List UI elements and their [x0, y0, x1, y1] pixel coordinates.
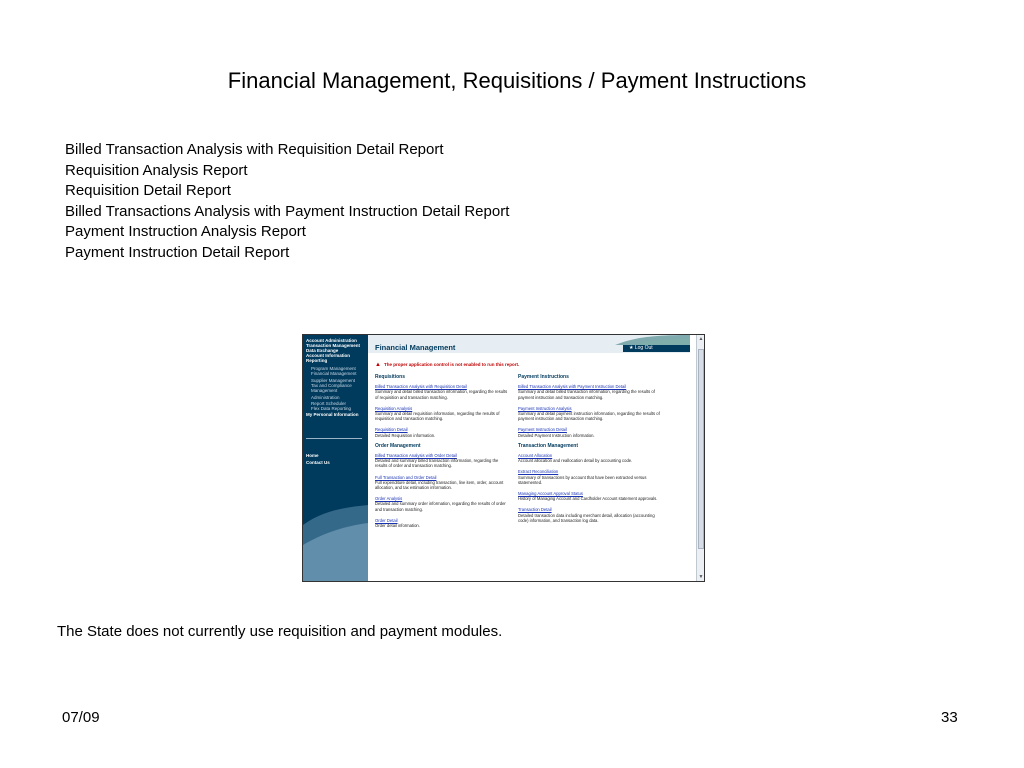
nav-report-scheduler[interactable]: Report Scheduler	[311, 401, 347, 406]
report-description: Account allocation and reallocation detail by accounting code.	[518, 458, 633, 464]
report-item: Payment Instruction Detail Report	[65, 243, 290, 261]
nav-flex-data-reporting[interactable]: Flex Data Reporting	[311, 406, 352, 411]
report-description: Order detail information.	[375, 523, 420, 529]
nav-contact-us[interactable]: Contact Us	[306, 460, 330, 465]
report-description: Summary and detail billed transaction information, regarding the results of payment instruction and transaction matching.	[518, 389, 655, 400]
nav-account-administration[interactable]: Account Administration	[306, 338, 357, 343]
list-item	[375, 427, 510, 437]
sidebar-swoosh-decoration	[303, 505, 368, 581]
report-description: Summary and detail requisition information, regarding the results of requisition and transaction matching.	[375, 411, 500, 422]
scroll-down-icon[interactable]: ▼	[698, 574, 704, 580]
report-link[interactable]: Payment Instruction Detail	[518, 427, 567, 433]
list-item	[518, 453, 660, 463]
report-description: Detailed and summary order information, regarding the results of order and transaction matching.	[375, 501, 506, 512]
report-item: Requisition Analysis Report	[65, 161, 248, 179]
report-link[interactable]: Managing Account Approval Status	[518, 491, 583, 497]
report-description: Summary and detail payment instruction information, regarding the results of payment instruction and transaction matching.	[518, 411, 660, 422]
scroll-thumb[interactable]	[698, 349, 704, 549]
report-link[interactable]: Requisition Detail	[375, 427, 408, 433]
warning-message	[375, 362, 519, 368]
list-item	[518, 406, 660, 422]
report-description: Summary of transactions by account that have been extracted versus statemented.	[518, 474, 647, 485]
report-link[interactable]: Order Analysis	[375, 496, 403, 502]
warning-icon: ▲	[375, 362, 381, 368]
nav-data-exchange[interactable]: Data Exchange	[306, 348, 339, 353]
report-item: Requisition Detail Report	[65, 182, 231, 199]
footer-date: 07/09	[62, 709, 100, 726]
report-link[interactable]: Full Transaction and Order Detail	[375, 474, 437, 480]
list-item	[518, 427, 660, 437]
report-description: Detailed Requisition information.	[375, 432, 436, 438]
nav-program-management[interactable]: Program Management	[311, 366, 356, 371]
report-description: Summary and detail billed transaction information, regarding the results of requisition and transaction matching.	[375, 389, 508, 400]
star-icon: ★	[629, 345, 634, 351]
nav-tax-compliance-management[interactable]: Tax and Compliance Management	[311, 383, 352, 393]
nav-administration[interactable]: Administration	[311, 395, 340, 400]
list-item	[375, 384, 510, 400]
vertical-scrollbar[interactable]	[696, 335, 705, 581]
list-item	[518, 507, 660, 523]
report-description: Detailed transaction data including merchant detail, allocation (accounting code) information, and transaction log data.	[518, 512, 655, 523]
list-item	[375, 406, 510, 422]
nav-my-personal-information[interactable]: My Personal Information	[306, 412, 359, 417]
warning-text: The proper application control is not enabled to run this report.	[383, 362, 520, 367]
right-column	[518, 375, 660, 529]
report-link[interactable]: Transaction Detail	[518, 507, 552, 513]
page-number: 33	[941, 709, 958, 726]
section-title-payment-instructions: Payment Instructions	[518, 374, 569, 380]
list-item	[518, 384, 660, 400]
report-item: Billed Transaction Analysis with Requisition Detail Report	[65, 141, 444, 158]
nav-transaction-management[interactable]: Transaction Management	[306, 343, 361, 348]
report-description: History of Managing Account and Cardholder Account statement approvals.	[518, 496, 658, 502]
report-link[interactable]: Billed Transaction Analysis with Order Detail	[375, 453, 457, 459]
nav-financial-management[interactable]: Financial Management	[311, 371, 357, 376]
report-link[interactable]: Payment Instruction Analysis	[518, 405, 572, 411]
nav-supplier-management[interactable]: Supplier Management	[311, 378, 356, 383]
embedded-screenshot	[302, 334, 705, 582]
report-link[interactable]: Order Detail	[375, 517, 398, 523]
nav-account-information-reporting[interactable]: Account Information Reporting	[306, 353, 350, 363]
app-sidebar	[303, 335, 368, 581]
nav-home[interactable]: Home	[306, 453, 319, 458]
report-description: Detailed and summary billed transaction information, regarding the results of order and transaction matching.	[375, 458, 499, 469]
list-item	[375, 453, 510, 469]
header-leaf-decoration	[615, 335, 690, 345]
section-title-transaction-management: Transaction Management	[518, 442, 579, 449]
footnote: The State does not currently use requisition and payment modules.	[57, 623, 503, 640]
list-item	[518, 491, 660, 501]
list-item	[375, 475, 510, 491]
slide-title: Financial Management, Requisitions / Payment Instructions	[227, 68, 807, 93]
scroll-up-icon[interactable]: ▲	[698, 336, 704, 342]
list-item	[375, 496, 510, 512]
report-link[interactable]: Account Allocation	[518, 453, 553, 459]
nav-divider	[306, 438, 362, 439]
report-link[interactable]: Billed Transaction Analysis with Requisition Detail	[375, 384, 467, 390]
report-description: Detailed Payment Instruction information.	[518, 432, 595, 438]
list-item	[375, 518, 510, 528]
report-link[interactable]: Billed Transaction Analysis with Payment Instruction Detail	[518, 384, 627, 390]
left-column	[375, 375, 510, 534]
report-list	[65, 140, 509, 263]
report-item: Payment Instruction Analysis Report	[65, 223, 306, 240]
section-title-order-management: Order Management	[375, 442, 421, 449]
report-description: Full expenditure detail, including transaction, line item, order, account allocation, and tax estimation information.	[375, 479, 504, 491]
report-link[interactable]: Extract Reconciliation	[518, 469, 559, 475]
logout-label: Log Out	[634, 345, 653, 351]
logout-button[interactable]	[629, 345, 653, 352]
app-page-title: Financial Management	[375, 343, 456, 352]
report-item: Billed Transactions Analysis with Payment Instruction Detail Report	[65, 202, 510, 220]
list-item	[518, 469, 660, 485]
section-title-requisitions: Requisitions	[375, 374, 406, 380]
report-link[interactable]: Requisition Analysis	[375, 405, 413, 411]
